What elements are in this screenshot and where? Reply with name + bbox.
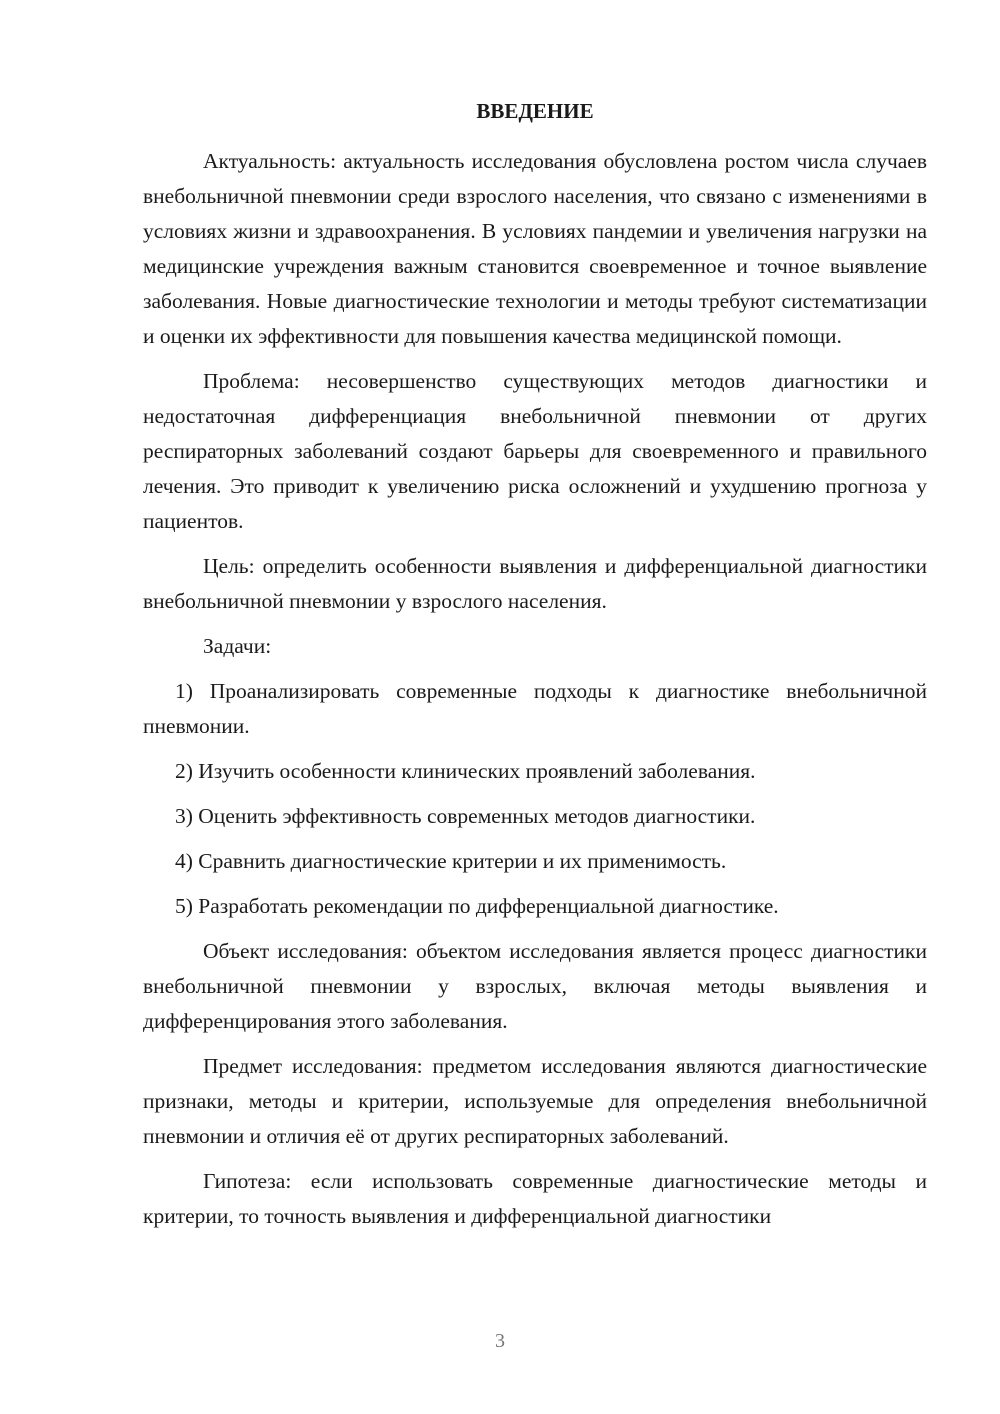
paragraph-goal: Цель: определить особенности выявления и дифференциальной диагностики внебольничной пневмонии у взрослого населения. [143, 554, 927, 613]
document-page [143, 96, 927, 1244]
task-item-4: 4) Сравнить диагностические критерии и их применимость. [175, 849, 727, 873]
paragraph-problem: Проблема: несовершенство существующих методов диагностики и недостаточная дифференциация внебольничной пневмонии от других респираторных заболеваний создают барьеры для своевременного и правильного лечения. Это приводит к увеличению риска осложнений и ухудшению прогноза у пациентов. [143, 369, 927, 533]
paragraph-relevance: Актуальность: актуальность исследования обусловлена ростом числа случаев внебольничной пневмонии среди взрослого населения, что связано с изменениями в условиях жизни и здравоохранения. В условиях пандемии и увеличения нагрузки на медицинские учреждения важным становится своевременное и точное выявление заболевания. Новые диагностические технологии и методы требуют систематизации и оценки их эффективности для повышения качества медицинской помощи. [143, 149, 927, 348]
section-title: ВВЕДЕНИЕ [476, 99, 594, 123]
task-item-3: 3) Оценить эффективность современных методов диагностики. [175, 804, 756, 828]
tasks-heading: Задачи: [203, 634, 272, 658]
page-number: 3 [495, 1330, 505, 1352]
paragraph-object: Объект исследования: объектом исследования является процесс диагностики внебольничной пневмонии у взрослых, включая методы выявления и дифференцирования этого заболевания. [143, 939, 927, 1033]
paragraph-subject: Предмет исследования: предметом исследования являются диагностические признаки, методы и критерии, используемые для определения внебольничной пневмонии и отличия её от других респираторных заболеваний. [143, 1054, 927, 1148]
paragraph-hypothesis: Гипотеза: если использовать современные диагностические методы и критерии, то точность выявления и дифференциальной диагностики [143, 1169, 927, 1228]
task-item-2: 2) Изучить особенности клинических проявлений заболевания. [175, 759, 756, 783]
task-item-1: 1) Проанализировать современные подходы к диагностике внебольничной пневмонии. [143, 679, 927, 738]
task-item-5: 5) Разработать рекомендации по дифференциальной диагностике. [175, 894, 779, 918]
